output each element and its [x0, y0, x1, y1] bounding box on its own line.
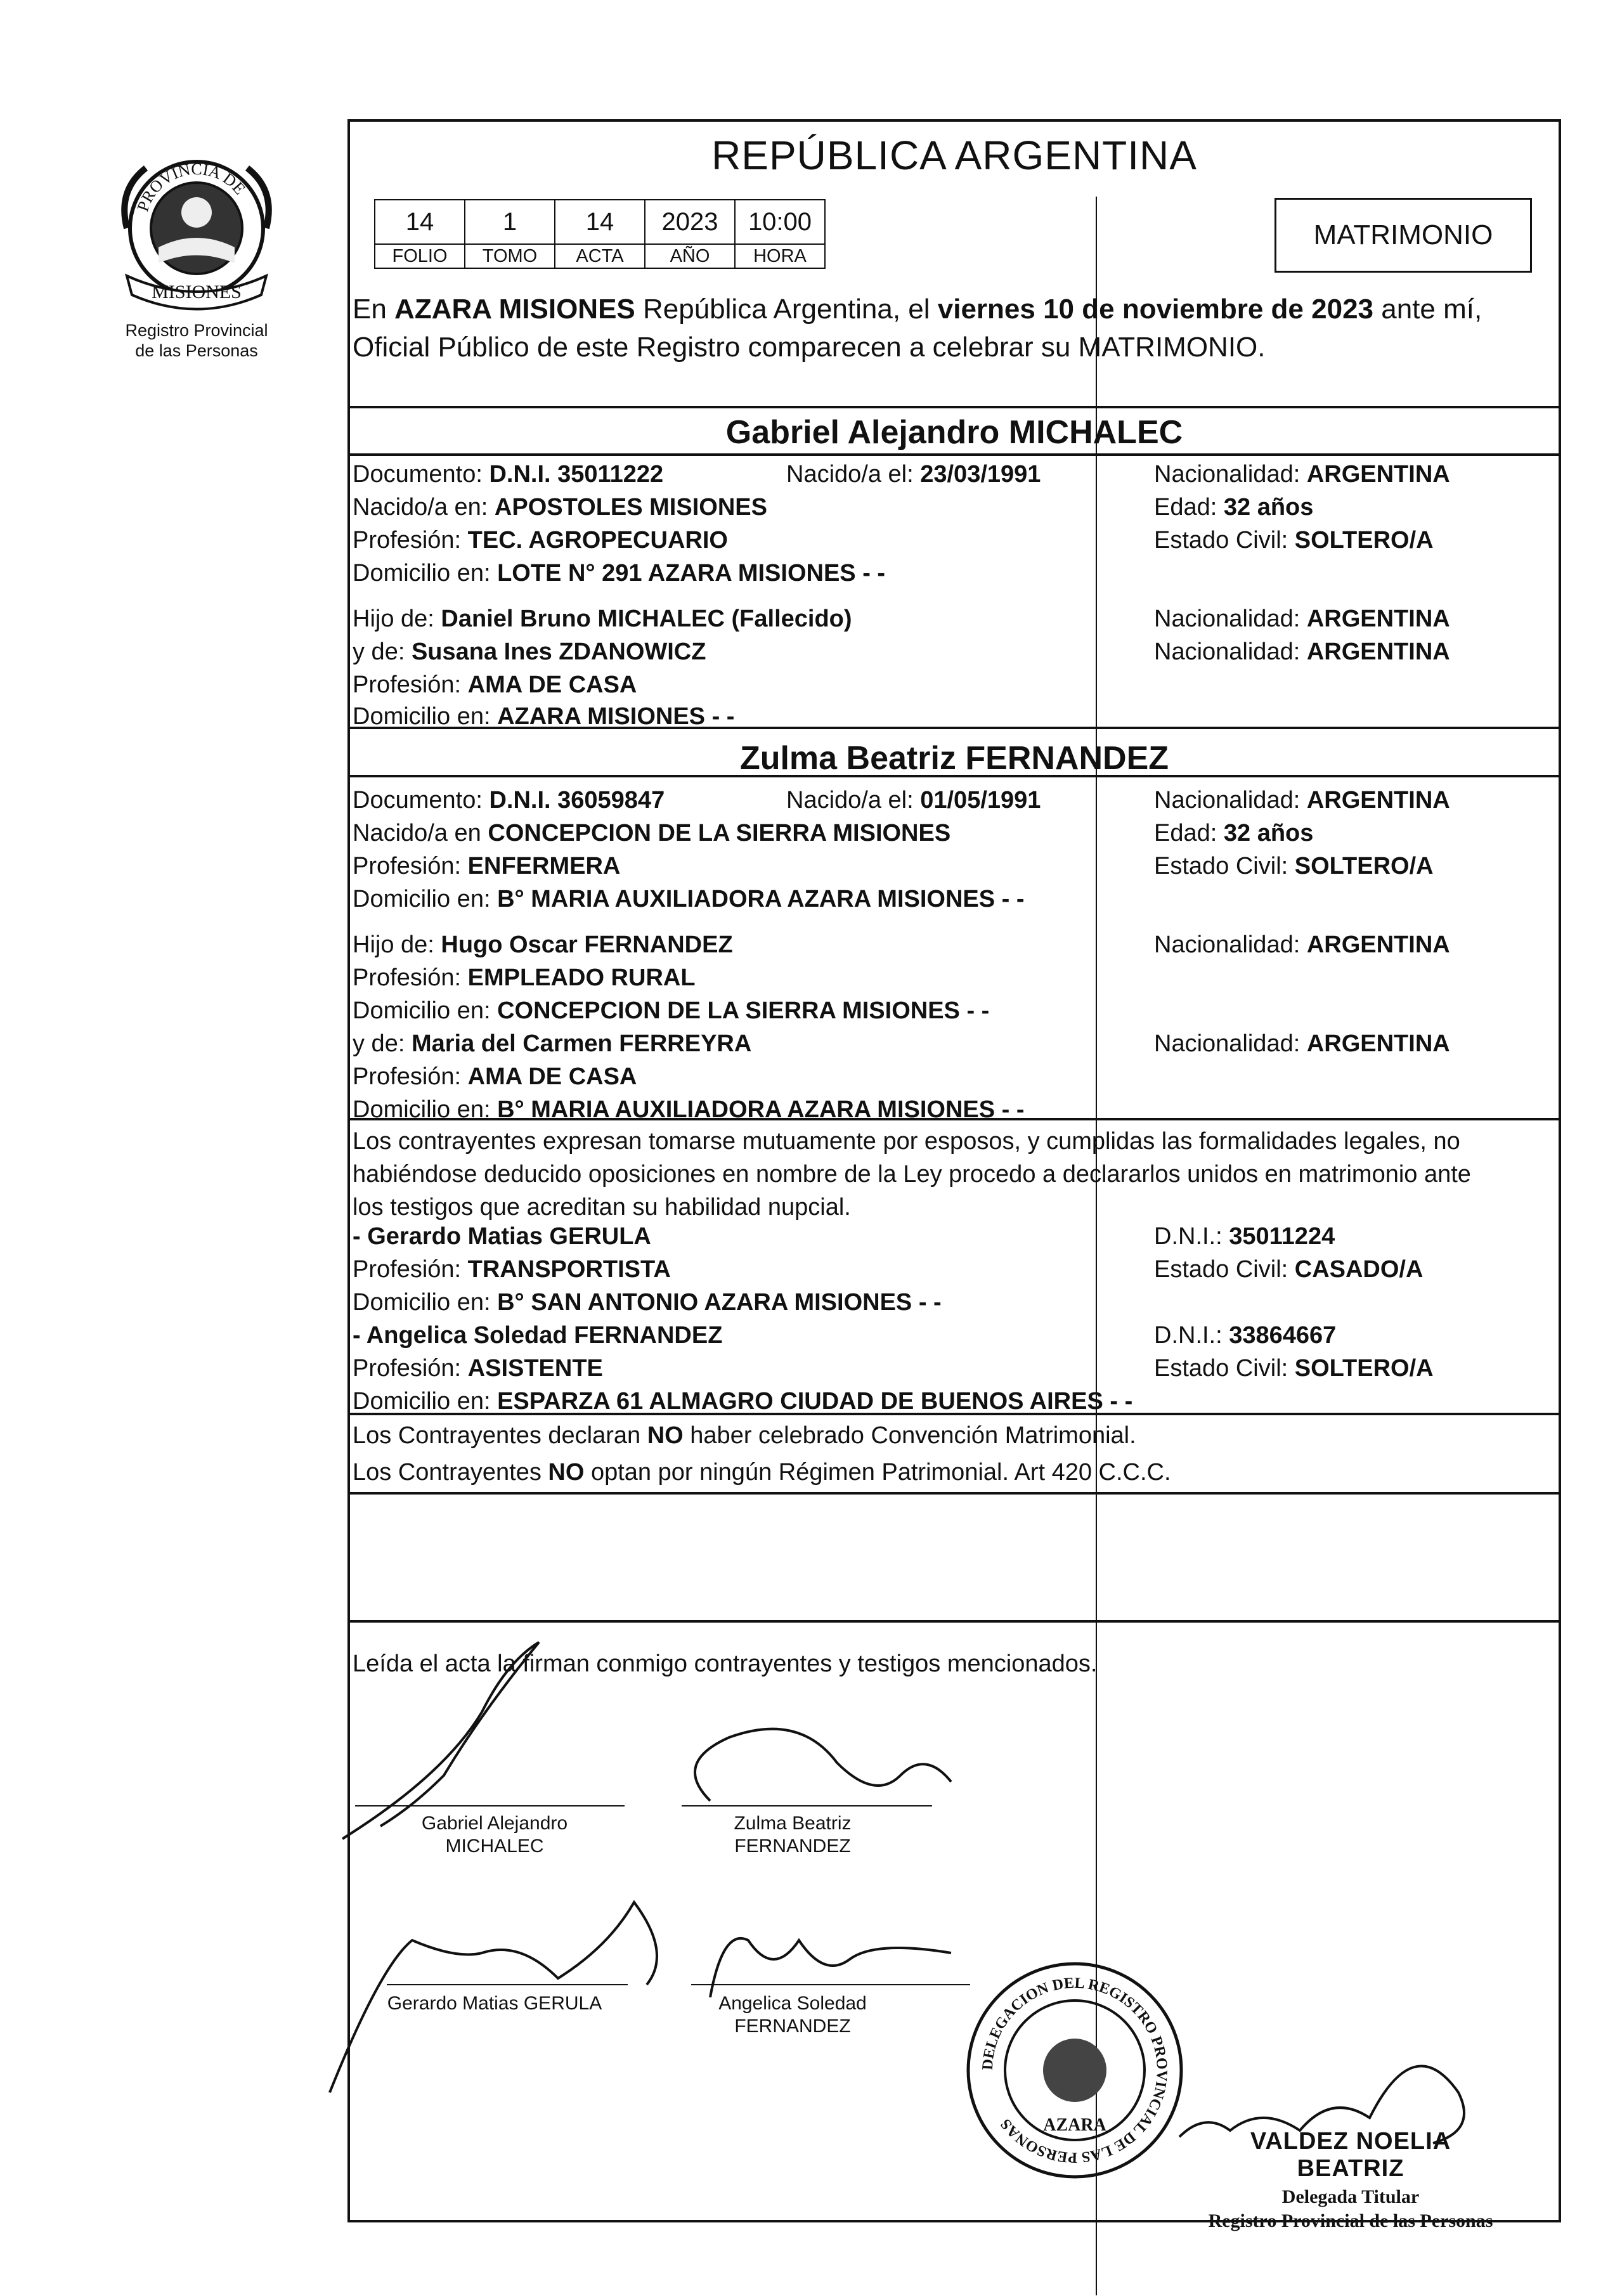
contrayente1-nombre: Gabriel Alejandro MICHALEC	[725, 414, 1183, 451]
c1-nacido-el: Nacido/a el: 23/03/1991	[786, 461, 1041, 488]
folio-label: FOLIO	[375, 244, 465, 268]
svg-text:AZARA: AZARA	[1043, 2115, 1106, 2135]
c1-madre-profesion: Profesión: AMA DE CASA	[353, 671, 637, 698]
acta-value: 14	[555, 200, 645, 244]
anio-label: AÑO	[645, 244, 735, 268]
c2-madre: y de: Maria del Carmen FERREYRA	[353, 1030, 752, 1057]
tipo-acta-box: MATRIMONIO	[1274, 198, 1532, 273]
firma1-nombre: Gabriel Alejandro MICHALEC	[421, 1813, 568, 1857]
intro-text: En AZARA MISIONES República Argentina, el viernes 10 de noviembre de 2023 ante mí, Oficial Público de este Registro comparecen a celebrar su MATRIMONIO.	[353, 294, 1482, 363]
firma2-signature	[695, 1729, 951, 1801]
cierre-text: Leída el acta la firman conmigo contrayentes y testigos mencionados.	[353, 1651, 1098, 1677]
c1-madre-nacionalidad: Nacionalidad: ARGENTINA	[1154, 639, 1450, 665]
testigo1-estado-civil: Estado Civil: CASADO/A	[1154, 1256, 1424, 1283]
c2-edad: Edad: 32 años	[1154, 820, 1314, 846]
svg-text:PROVINCIA DE: PROVINCIA DE	[133, 159, 249, 214]
testigo2-nombre: - Angelica Soledad FERNANDEZ	[353, 1322, 723, 1349]
testigo2-domicilio: Domicilio en: ESPARZA 61 ALMAGRO CIUDAD DE BUENOS AIRES - -	[353, 1388, 1133, 1415]
c1-madre: y de: Susana Ines ZDANOWICZ	[353, 639, 706, 665]
c2-padre-profesion: Profesión: EMPLEADO RURAL	[353, 964, 696, 991]
contrayente2-nombre: Zulma Beatriz FERNANDEZ	[739, 740, 1169, 777]
hora-value: 10:00	[735, 200, 825, 244]
firma3-signature	[330, 1902, 657, 2092]
c1-nacido-en: Nacido/a en: APOSTOLES MISIONES	[353, 494, 767, 521]
regimen-line1: Los Contrayentes declaran NO haber celebrado Convención Matrimonial.	[353, 1422, 1136, 1449]
fecha: viernes 10 de noviembre de 2023	[937, 294, 1374, 325]
c2-padre-nacionalidad: Nacionalidad: ARGENTINA	[1154, 931, 1450, 958]
firma4-nombre: Angelica Soledad FERNANDEZ	[718, 1993, 867, 2037]
c2-nacionalidad: Nacionalidad: ARGENTINA	[1154, 787, 1450, 814]
svg-text:MISIONES: MISIONES	[152, 282, 242, 302]
c2-nacido-en: Nacido/a en CONCEPCION DE LA SIERRA MISIONES	[353, 820, 951, 846]
c1-edad: Edad: 32 años	[1154, 494, 1314, 521]
testigo1-domicilio: Domicilio en: B° SAN ANTONIO AZARA MISIONES - -	[353, 1289, 942, 1316]
folio-value: 14	[375, 200, 465, 244]
testigo2-dni: D.N.I.: 33864667	[1154, 1322, 1337, 1349]
c1-padre: Hijo de: Daniel Bruno MICHALEC (Fallecido)	[353, 606, 852, 632]
c1-padre-nacionalidad: Nacionalidad: ARGENTINA	[1154, 606, 1450, 632]
c2-nacido-el: Nacido/a el: 01/05/1991	[786, 787, 1041, 814]
c1-documento: Documento: D.N.I. 35011222	[353, 461, 664, 488]
c1-estado-civil: Estado Civil: SOLTERO/A	[1154, 527, 1434, 554]
c2-documento: Documento: D.N.I. 36059847	[353, 787, 665, 814]
firma3-nombre: Gerardo Matias GERULA	[387, 1993, 602, 2014]
anio-value: 2023	[645, 200, 735, 244]
acta-label: ACTA	[555, 244, 645, 268]
regimen-line2: Los Contrayentes NO optan por ningún Régimen Patrimonial. Art 420 C.C.C.	[353, 1459, 1171, 1486]
declaracion-text: Los contrayentes expresan tomarse mutuamente por esposos, y cumplidas las formalidades legales, no habiéndose deducido oposiciones en nombre de la Ley procedo a declararlos unidos en matrimonio ante los testigos que acreditan su habilidad nupcial.	[353, 1128, 1471, 1221]
c2-profesion: Profesión: ENFERMERA	[353, 853, 621, 879]
c1-domicilio: Domicilio en: LOTE N° 291 AZARA MISIONES - -	[353, 560, 886, 587]
page-title: REPÚBLICA ARGENTINA	[711, 133, 1197, 178]
hora-label: HORA	[735, 244, 825, 268]
tomo-value: 1	[465, 200, 555, 244]
c2-padre-domicilio: Domicilio en: CONCEPCION DE LA SIERRA MISIONES - -	[353, 997, 990, 1024]
testigo1-dni: D.N.I.: 35011224	[1154, 1223, 1335, 1250]
testigo2-profesion: Profesión: ASISTENTE	[353, 1355, 603, 1382]
tomo-label: TOMO	[465, 244, 555, 268]
c2-madre-domicilio: Domicilio en: B° MARIA AUXILIADORA AZARA MISIONES - -	[353, 1096, 1025, 1123]
logo-caption: Registro Provincial de las Personas	[125, 321, 268, 360]
lugar: AZARA MISIONES	[394, 294, 635, 325]
c2-estado-civil: Estado Civil: SOLTERO/A	[1154, 853, 1434, 879]
c1-padres-domicilio: Domicilio en: AZARA MISIONES - -	[353, 703, 735, 730]
c2-padre: Hijo de: Hugo Oscar FERNANDEZ	[353, 931, 733, 958]
testigo1-nombre: - Gerardo Matias GERULA	[353, 1223, 651, 1250]
firma2-nombre: Zulma Beatriz FERNANDEZ	[734, 1813, 852, 1857]
c1-profesion: Profesión: TEC. AGROPECUARIO	[353, 527, 728, 554]
c1-nacionalidad: Nacionalidad: ARGENTINA	[1154, 461, 1450, 488]
oficial-stamp: VALDEZ NOELIA BEATRIZ Delegada Titular Registro Provincial de las Personas	[1208, 2128, 1493, 2231]
firma1-signature	[342, 1642, 539, 1839]
testigo1-profesion: Profesión: TRANSPORTISTA	[353, 1256, 671, 1283]
c2-domicilio: Domicilio en: B° MARIA AUXILIADORA AZARA MISIONES - -	[353, 886, 1025, 912]
c2-madre-nacionalidad: Nacionalidad: ARGENTINA	[1154, 1030, 1450, 1057]
testigo2-estado-civil: Estado Civil: SOLTERO/A	[1154, 1355, 1434, 1382]
delegacion-seal	[964, 1959, 1186, 2181]
firma4-signature	[710, 1938, 951, 1997]
c2-madre-profesion: Profesión: AMA DE CASA	[353, 1063, 637, 1090]
svg-text:DELEGACION DEL REGISTRO PROVIN: DELEGACION DEL REGISTRO PROVINCIAL DE LAS PERSONAS	[979, 1975, 1171, 2166]
